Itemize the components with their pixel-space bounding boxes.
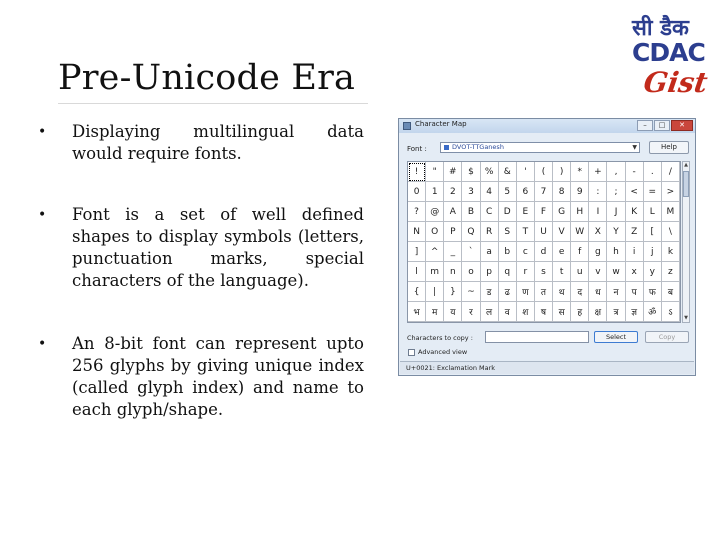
glyph-cell[interactable]: 8	[553, 182, 571, 202]
bullet-item	[38, 333, 364, 421]
glyph-cell[interactable]: /	[662, 162, 680, 182]
glyph-cell[interactable]: भ	[408, 302, 426, 322]
glyph-cell[interactable]: [	[644, 222, 662, 242]
glyph-cell[interactable]: श	[517, 302, 535, 322]
glyph-cell[interactable]: '	[517, 162, 535, 182]
glyph-cell[interactable]: _	[444, 242, 462, 262]
glyph-cell[interactable]: p	[481, 262, 499, 282]
glyph-cell[interactable]: ;	[607, 182, 625, 202]
glyph-cell[interactable]: y	[644, 262, 662, 282]
slide-title: Pre-Unicode Era	[58, 58, 356, 98]
glyph-cell[interactable]: R	[481, 222, 499, 242]
glyph-cell[interactable]: M	[662, 202, 680, 222]
glyph-cell[interactable]: B	[462, 202, 480, 222]
glyph-cell[interactable]: म	[426, 302, 444, 322]
glyph-cell[interactable]: <	[626, 182, 644, 202]
glyph-cell[interactable]: A	[444, 202, 462, 222]
logo-product-text: Gist	[641, 66, 710, 99]
glyph-cell[interactable]: o	[462, 262, 480, 282]
title-divider	[58, 103, 368, 104]
glyph-cell[interactable]: j	[644, 242, 662, 262]
glyph-cell[interactable]: V	[553, 222, 571, 242]
glyph-cell[interactable]: ॐ	[644, 302, 662, 322]
glyph-cell[interactable]: @	[426, 202, 444, 222]
glyph-cell[interactable]: त्र	[607, 302, 625, 322]
glyph-cell[interactable]: f	[571, 242, 589, 262]
glyph-cell[interactable]: द	[571, 282, 589, 302]
glyph-cell[interactable]: 9	[571, 182, 589, 202]
glyph-cell[interactable]: #	[444, 162, 462, 182]
glyph-cell[interactable]: e	[553, 242, 571, 262]
glyph-cell[interactable]: c	[517, 242, 535, 262]
glyph-cell[interactable]: ?	[408, 202, 426, 222]
app-icon	[403, 122, 411, 130]
glyph-cell[interactable]: u	[571, 262, 589, 282]
glyph-cell[interactable]: ढ	[499, 282, 517, 302]
help-button[interactable]: Help	[649, 141, 689, 154]
glyph-cell[interactable]: Q	[462, 222, 480, 242]
glyph-cell[interactable]: ड	[481, 282, 499, 302]
glyph-cell[interactable]: l	[408, 262, 426, 282]
glyph-cell[interactable]: T	[517, 222, 535, 242]
minimize-button[interactable]: –	[637, 120, 653, 131]
close-button[interactable]: ✕	[671, 120, 693, 131]
glyph-cell[interactable]: %	[481, 162, 499, 182]
glyph-cell[interactable]: b	[499, 242, 517, 262]
glyph-cell[interactable]: t	[553, 262, 571, 282]
glyph-cell[interactable]: .	[644, 162, 662, 182]
scroll-up-icon[interactable]: ▲	[684, 162, 688, 168]
glyph-cell[interactable]: >	[662, 182, 680, 202]
chevron-down-icon[interactable]: ▼	[632, 144, 637, 151]
glyph-cell[interactable]: ण	[517, 282, 535, 302]
glyph-cell[interactable]: ~	[462, 282, 480, 302]
characters-to-copy-input[interactable]	[485, 331, 589, 343]
glyph-cell[interactable]: U	[535, 222, 553, 242]
glyph-cell[interactable]: ध	[589, 282, 607, 302]
glyph-cell[interactable]: r	[517, 262, 535, 282]
glyph-cell[interactable]: L	[644, 202, 662, 222]
glyph-cell[interactable]: )	[553, 162, 571, 182]
glyph-cell[interactable]: N	[408, 222, 426, 242]
glyph-cell[interactable]: K	[626, 202, 644, 222]
glyph-cell[interactable]: k	[662, 242, 680, 262]
glyph-cell[interactable]: S	[499, 222, 517, 242]
bullet-dot: •	[38, 124, 47, 140]
glyph-cell[interactable]: |	[426, 282, 444, 302]
glyph-cell[interactable]: -	[626, 162, 644, 182]
glyph-cell[interactable]: =	[644, 182, 662, 202]
glyph-cell[interactable]: x	[626, 262, 644, 282]
glyph-cell[interactable]: !	[408, 162, 426, 182]
font-type-icon	[444, 145, 449, 150]
glyph-cell[interactable]: ब	[662, 282, 680, 302]
glyph-cell[interactable]: `	[462, 242, 480, 262]
glyph-cell[interactable]: F	[535, 202, 553, 222]
bullet-list	[38, 121, 364, 421]
glyph-cell[interactable]: ऽ	[662, 302, 680, 322]
advanced-view-label: Advanced view	[418, 348, 468, 356]
glyph-cell[interactable]: ^	[426, 242, 444, 262]
glyph-cell[interactable]: 5	[499, 182, 517, 202]
glyph-cell[interactable]: w	[607, 262, 625, 282]
glyph-cell[interactable]: Z	[626, 222, 644, 242]
window-title: Character Map	[415, 120, 467, 128]
logo-org-text: CDAC	[632, 38, 705, 67]
glyph-cell[interactable]: त	[535, 282, 553, 302]
glyph-cell[interactable]: 3	[462, 182, 480, 202]
glyph-cell[interactable]: 0	[408, 182, 426, 202]
glyph-cell[interactable]: ह	[571, 302, 589, 322]
scroll-down-icon[interactable]: ▼	[684, 315, 688, 321]
glyph-cell[interactable]: W	[571, 222, 589, 242]
glyph-cell[interactable]: O	[426, 222, 444, 242]
glyph-cell[interactable]: m	[426, 262, 444, 282]
glyph-cell[interactable]: 7	[535, 182, 553, 202]
glyph-cell[interactable]: }	[444, 282, 462, 302]
maximize-button[interactable]: □	[654, 120, 670, 131]
glyph-cell[interactable]: I	[589, 202, 607, 222]
glyph-cell[interactable]: ]	[408, 242, 426, 262]
glyph-cell[interactable]: g	[589, 242, 607, 262]
glyph-cell[interactable]: 4	[481, 182, 499, 202]
glyph-cell[interactable]: फ	[644, 282, 662, 302]
glyph-cell[interactable]: 6	[517, 182, 535, 202]
bullet-item	[38, 121, 364, 165]
glyph-cell[interactable]: ,	[607, 162, 625, 182]
glyph-cell[interactable]: d	[535, 242, 553, 262]
font-select-value: DVOT-TTGanesh	[452, 143, 504, 151]
glyph-cell[interactable]: (	[535, 162, 553, 182]
glyph-cell[interactable]: व	[499, 302, 517, 322]
bullet-item	[38, 204, 364, 292]
bullet-dot: •	[38, 336, 47, 352]
glyph-cell[interactable]: {	[408, 282, 426, 302]
glyph-cell[interactable]: थ	[553, 282, 571, 302]
bullet-text: Displaying multilingual data would require fonts.	[72, 122, 364, 163]
glyph-cell[interactable]: स	[553, 302, 571, 322]
font-label: Font :	[407, 145, 427, 153]
glyph-cell[interactable]: &	[499, 162, 517, 182]
logo-hindi-text: सी डैक	[632, 16, 689, 41]
glyph-cell[interactable]: G	[553, 202, 571, 222]
glyph-cell[interactable]: र	[462, 302, 480, 322]
glyph-cell[interactable]: i	[626, 242, 644, 262]
glyph-grid[interactable]	[407, 161, 681, 323]
glyph-cell[interactable]: a	[481, 242, 499, 262]
glyph-cell[interactable]: q	[499, 262, 517, 282]
glyph-cell[interactable]: ल	[481, 302, 499, 322]
glyph-cell[interactable]: प	[626, 282, 644, 302]
grid-scrollbar[interactable]	[682, 161, 690, 323]
window-titlebar[interactable]	[399, 119, 695, 133]
glyph-cell[interactable]: J	[607, 202, 625, 222]
glyph-cell[interactable]: H	[571, 202, 589, 222]
glyph-cell[interactable]: 2	[444, 182, 462, 202]
cdac-gist-logo	[628, 12, 708, 102]
glyph-cell[interactable]: 1	[426, 182, 444, 202]
glyph-cell[interactable]: :	[589, 182, 607, 202]
select-button[interactable]: Select	[594, 331, 638, 343]
glyph-cell[interactable]: v	[589, 262, 607, 282]
glyph-cell[interactable]: D	[499, 202, 517, 222]
advanced-view-checkbox[interactable]	[408, 349, 415, 356]
scroll-thumb[interactable]	[683, 171, 689, 197]
copy-button[interactable]: Copy	[645, 331, 689, 343]
font-select[interactable]	[440, 142, 640, 153]
glyph-cell[interactable]: न	[607, 282, 625, 302]
character-map-window	[398, 118, 696, 376]
glyph-cell[interactable]: h	[607, 242, 625, 262]
glyph-cell[interactable]: Y	[607, 222, 625, 242]
glyph-cell[interactable]: क्ष	[589, 302, 607, 322]
glyph-cell[interactable]: ज्ञ	[626, 302, 644, 322]
glyph-cell[interactable]: ष	[535, 302, 553, 322]
glyph-cell[interactable]: C	[481, 202, 499, 222]
glyph-cell[interactable]: "	[426, 162, 444, 182]
bullet-dot: •	[38, 207, 47, 223]
glyph-cell[interactable]: P	[444, 222, 462, 242]
glyph-cell[interactable]: \	[662, 222, 680, 242]
glyph-cell[interactable]: +	[589, 162, 607, 182]
glyph-cell[interactable]: z	[662, 262, 680, 282]
glyph-cell[interactable]: s	[535, 262, 553, 282]
status-bar: U+0021: Exclamation Mark	[400, 361, 694, 374]
glyph-cell[interactable]: *	[571, 162, 589, 182]
bullet-text: Font is a set of well defined shapes to display symbols (letters, punctuation marks, special characters of the language).	[72, 205, 364, 290]
glyph-cell[interactable]: य	[444, 302, 462, 322]
glyph-cell[interactable]: X	[589, 222, 607, 242]
bullet-text: An 8-bit font can represent upto 256 glyphs by giving unique index (called glyph index) and name to each glyph/shape.	[72, 334, 364, 419]
characters-to-copy-label: Characters to copy :	[407, 334, 473, 342]
glyph-cell[interactable]: $	[462, 162, 480, 182]
glyph-cell[interactable]: E	[517, 202, 535, 222]
glyph-cell[interactable]: n	[444, 262, 462, 282]
